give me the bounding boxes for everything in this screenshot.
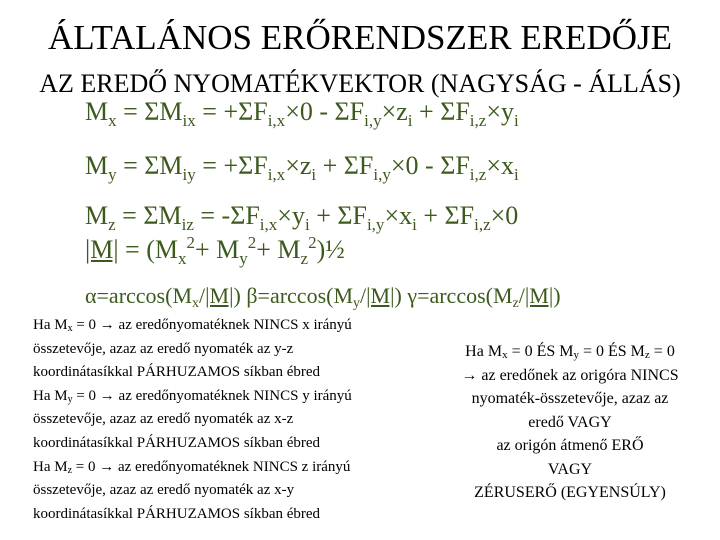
left-line: Ha $M_x = 0$ → az eredőnyomatéknek NINCS x irányú xyxy=(33,317,352,334)
equation-angles: $\alpha=\arccos(M_x/|M|)$ $\beta=\arccos(M_y/|M|)$ $\gamma=\arccos(M_z/|M|)$ xyxy=(85,283,561,311)
right-line: ZÉRUSERŐ (EGYENSÚLY) xyxy=(474,484,666,501)
right-line: VAGY xyxy=(547,460,593,478)
right-line: Ha $M_x = 0$ ÉS $M_y = 0$ ÉS $M_z = 0$ xyxy=(465,343,675,361)
left-line: Ha $M_y = 0$ → az eredőnyomatéknek NINCS y irányú xyxy=(33,387,352,405)
page-subtitle: AZ EREDŐ NYOMATÉKVEKTOR (NAGYSÁG - ÁLLÁS) xyxy=(39,69,681,98)
left-line: összetevője, azaz az eredő nyomaték az x-z xyxy=(33,411,294,428)
equation-magnitude: $|M| = (M_x^2+ M_y^2+$ $M_z^2)\frac{1}{2}$ xyxy=(85,233,345,268)
page-title: ÁLTALÁNOS ERŐRENDSZER EREDŐJE xyxy=(48,18,672,57)
right-line: eredő VAGY xyxy=(528,413,612,431)
left-line: koordinátasíkkal PÁRHUZAMOS síkban ébred xyxy=(33,434,321,451)
left-line: Ha $M_z = 0$ → az eredőnyomatéknek NINCS z irányú xyxy=(33,458,351,476)
equation-mz: $M_z = \Sigma M_{iz} = -\Sigma F_{i,x}\times y_i + \Sigma F_{i,y}\times x_i + \Sigma F_{i,z}\times 0$ xyxy=(85,201,519,234)
right-line: → az eredőnek az origóra NINCS xyxy=(461,366,679,384)
right-explanation xyxy=(420,340,720,505)
left-line: koordinátasíkkal PÁRHUZAMOS síkban ébred xyxy=(33,364,321,381)
left-line: összetevője, azaz az eredő nyomaték az x-y xyxy=(33,482,295,499)
left-line: koordinátasíkkal PÁRHUZAMOS síkban ébred xyxy=(33,505,321,522)
right-line: nyomaték-összetevője, azaz az xyxy=(471,390,669,407)
left-line: összetevője, azaz az eredő nyomaték az y-z xyxy=(33,340,294,357)
right-line: az origón átmenő ERŐ xyxy=(496,437,644,454)
equation-mx: $M_x = \Sigma M_{ix} = +\Sigma F_{i,x}\times 0 - \Sigma F_{i,y}\times z_i + \Sigma F_{i,z}\times y_i$ xyxy=(85,97,519,130)
equation-my: $M_y = \Sigma M_{iy} = +\Sigma F_{i,x}\times z_i + \Sigma F_{i,y}\times 0 - \Sigma F_{i,z}\times x_i$ xyxy=(85,151,519,184)
left-explanation xyxy=(33,314,352,526)
